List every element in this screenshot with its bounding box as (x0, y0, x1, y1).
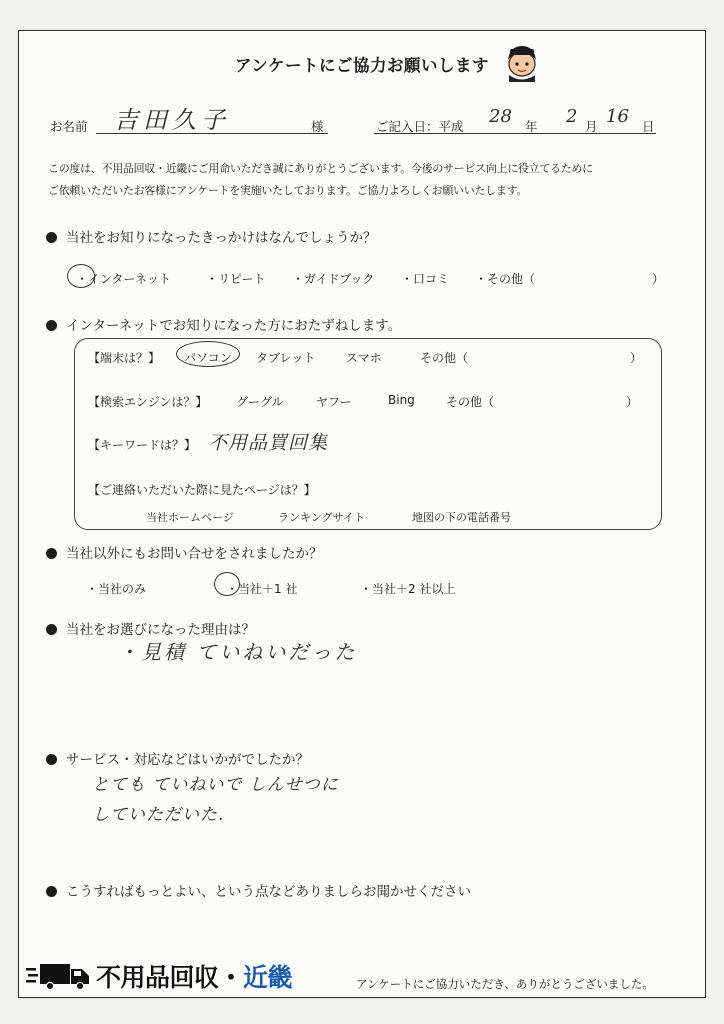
q3-question: 当社以外にもお問い合せをされましたか？ (66, 546, 323, 562)
date-year: 28 (489, 106, 512, 127)
page-option-homepage[interactable]: 当社ホームページ (146, 511, 234, 524)
survey-title: アンケートにご協力お願いします (234, 56, 489, 75)
q1-option-close: ） (652, 272, 665, 286)
bullet-icon (46, 624, 57, 635)
device-option-pc[interactable]: パソコン (184, 351, 232, 365)
bullet-icon (46, 754, 57, 765)
q4-question: 当社をお選びになった理由は？ (66, 622, 255, 638)
date-month: 2 (566, 106, 578, 127)
engine-label: 【検索エンジンは？】 (88, 395, 208, 409)
name-label: お名前 (50, 119, 88, 134)
q2-heading (46, 314, 401, 334)
q1-option-other[interactable]: ・その他（ (475, 272, 536, 286)
q1-heading (46, 226, 377, 246)
q1-option-guidebook[interactable]: ・ガイドブック (292, 272, 375, 286)
q1-question: 当社をお知りになったきっかけはなんでしょうか？ (66, 230, 377, 246)
date-day: 16 (606, 106, 629, 127)
keyword-value: 不用品買回集 (208, 432, 329, 454)
date-day-unit: 日 (642, 119, 655, 134)
date-year-unit: 年 (525, 119, 538, 134)
internet-details-box (74, 338, 662, 530)
q5-answer-line-2: していただいた. (92, 805, 225, 825)
q4-heading (46, 618, 255, 638)
company-logo (96, 958, 292, 994)
engine-option-other[interactable]: その他（ (446, 395, 495, 409)
q6-question: こうすればもっとよい、という点などありましらお聞かせください (66, 884, 471, 900)
mascot-icon (500, 40, 544, 82)
page-option-ranking[interactable]: ランキングサイト (278, 511, 365, 524)
page-label: 【ご連絡いただいた際に見たページは？】 (88, 483, 316, 497)
brand-accent: 近畿 (243, 963, 293, 992)
q5-answer-line-1: とても ていねいで しんせつに (92, 775, 339, 795)
truck-icon (26, 960, 92, 990)
device-option-smartphone[interactable]: スマホ (346, 351, 382, 365)
engine-option-google[interactable]: グーグル (236, 395, 284, 409)
q3-option-plus-one[interactable]: ・当社＋1 社 (226, 582, 298, 596)
keyword-label: 【キーワードは？】 (88, 438, 197, 452)
device-option-tablet[interactable]: タブレット (256, 351, 316, 365)
engine-option-close: ） (626, 395, 639, 409)
q3-option-plus-two[interactable]: ・当社＋2 社以上 (360, 582, 456, 596)
device-option-other[interactable]: その他（ (420, 351, 469, 365)
brand-main: 不用品回収・ (96, 963, 244, 992)
q2-question: インターネットでお知りになった方におたずねします。 (66, 318, 402, 334)
bullet-icon (46, 320, 57, 331)
engine-option-bing[interactable]: Bing (388, 393, 415, 407)
q3-option-only-us[interactable]: ・当社のみ (86, 582, 147, 596)
engine-option-yahoo[interactable]: ヤフー (316, 395, 352, 409)
q4-answer: ・見積 ていねいだった (118, 640, 358, 664)
bullet-icon (46, 232, 57, 243)
bullet-icon (46, 548, 57, 559)
date-label: ご記入日：平成 (376, 119, 464, 134)
thanks-message: アンケートにご協力いただき、ありがとうございました。 (356, 977, 654, 991)
q6-heading (46, 880, 471, 900)
device-option-close: ） (630, 351, 643, 365)
q3-heading (46, 542, 323, 562)
honorific: 様 (311, 119, 324, 134)
q1-option-kuchikomi[interactable]: ・口コミ (401, 272, 450, 286)
q5-heading (46, 748, 309, 768)
date-month-unit: 月 (585, 119, 598, 134)
q1-option-repeat[interactable]: ・リピート (206, 272, 266, 286)
device-label: 【端末は？】 (88, 351, 161, 365)
intro-line-2: ご依頼いただいたお客様にアンケートを実施いたしております。ご協力よろしくお願いいたします。 (48, 184, 528, 197)
intro-line-1: この度は、不用品回収・近畿にご用命いただき誠にありがとうございます。今後のサービス向上に役立てるために (48, 162, 593, 175)
bullet-icon (46, 886, 57, 897)
q1-option-internet[interactable]: ・インターネット (76, 272, 171, 286)
name-value: 吉田久子 (114, 106, 230, 134)
page-option-map-phone[interactable]: 地図の下の電話番号 (412, 511, 511, 524)
q5-question: サービス・対応などはいかがでしたか？ (66, 752, 309, 768)
